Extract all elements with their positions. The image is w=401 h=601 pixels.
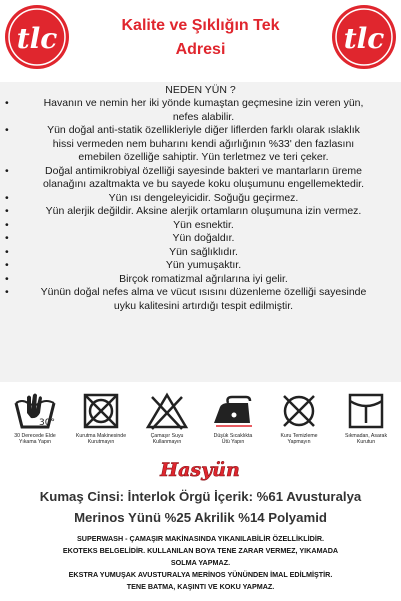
- care-label: Kurutma Makinesinde Kurutmayın: [75, 433, 127, 445]
- benefit-item: [0, 219, 401, 233]
- benefit-text: Yünün doğal nefes alma ve vücut ısısını düzenleme özelliği sayesinde: [40, 286, 367, 298]
- bullet-icon: •: [5, 259, 9, 271]
- bullet-icon: •: [5, 272, 9, 285]
- care-item-low-iron: [200, 391, 266, 445]
- benefit-item: [0, 124, 401, 165]
- brand-logo-text: tlc: [16, 22, 58, 55]
- bullet-icon: •: [5, 205, 9, 217]
- fabric-line-2: Merinos Yünü %25 Akrilik %14 Polyamid: [74, 510, 327, 525]
- hang-dry-icon: [346, 391, 386, 431]
- benefit-text: Yün yumuşaktır.: [165, 259, 242, 271]
- care-label: Düşük Sıcaklıkta Ütü Yapın: [213, 433, 253, 445]
- note-line: SUPERWASH - ÇAMAŞIR MAKİNASINDA YIKANILABİLİR ÖZELLİKLİDİR.: [76, 534, 325, 543]
- brand-name: Hasyün: [160, 459, 240, 481]
- no-bleach-icon: [144, 391, 190, 431]
- bullet-icon: •: [5, 124, 9, 136]
- care-label: Çamaşır Suyu Kullanmayın: [150, 433, 184, 445]
- benefit-text: Yün doğaldır.: [172, 232, 235, 244]
- bullet-icon: •: [5, 164, 9, 177]
- care-item-hand-wash: [2, 391, 68, 445]
- benefit-item: [0, 259, 401, 273]
- note-line: TENE BATMA, KAŞINTI VE KOKU YAPMAZ.: [126, 582, 275, 591]
- wool-benefits-panel: [0, 82, 401, 382]
- bullet-icon: •: [5, 191, 9, 204]
- hand-wash-30-icon: [13, 391, 57, 431]
- note-line: EKOTEKS BELGELİDİR. KULLANILAN BOYA TENE ZARAR VERMEZ, YIKAMADA: [62, 546, 339, 555]
- benefit-text: Havanın ve nemin her iki yönde kumaştan geçmesine izin veren yün,: [43, 97, 364, 109]
- benefit-text: Yün alerjik değildir. Aksine alerjik ortamların oluşumuna izin vermez.: [45, 205, 362, 217]
- care-label: Kuru Temizleme Yapmayın: [280, 433, 318, 445]
- care-item-no-tumble-dry: [68, 391, 134, 445]
- benefit-text: Yün sağlıklıdır.: [169, 245, 238, 258]
- benefit-item: [0, 246, 401, 260]
- slogan-line-2: Adresi: [175, 41, 226, 58]
- bullet-icon: •: [5, 245, 9, 258]
- care-label: 30 Derecede Elde Yıkama Yapın: [14, 433, 56, 445]
- benefit-item: [0, 192, 401, 206]
- benefit-list: [0, 97, 401, 313]
- benefit-text: Birçok romatizmal ağrılarına iyi gelir.: [119, 272, 288, 285]
- header: [0, 0, 401, 82]
- benefit-text: hissi vermeden nem buharını kendi ağırlığının %33' den fazlasını: [52, 137, 355, 150]
- benefit-item: [0, 232, 401, 246]
- benefit-text: Yün ısı dengeleyicidir. Soğuğu geçirmez.: [108, 191, 299, 204]
- note-line: SOLMA YAPMAZ.: [170, 558, 231, 567]
- benefit-item: [0, 286, 401, 313]
- no-tumble-dry-icon: [81, 391, 121, 431]
- slogan: [78, 14, 323, 62]
- brand-logo-text: tlc: [343, 22, 385, 55]
- benefit-text: Yün esnektir.: [173, 218, 234, 231]
- benefit-item: [0, 97, 401, 124]
- benefit-item: [0, 205, 401, 219]
- bullet-icon: •: [5, 97, 9, 109]
- fabric-content: [0, 486, 401, 528]
- note-line: EKSTRA YUMUŞAK AVUSTURALYA MERİNOS YÜNÜNDEN İMAL EDİLMİŞTİR.: [68, 570, 333, 579]
- care-label: Sıkmadan, Asarak Kurutun: [344, 433, 388, 445]
- slogan-line-1: Kalite ve Şıklığın Tek: [121, 17, 280, 34]
- panel-title: NEDEN YÜN ?: [165, 84, 236, 96]
- care-item-no-dry-clean: [266, 391, 332, 445]
- benefit-text: Yün doğal anti-statik özellikleriyle diğer liflerden farklı olarak ıslaklık: [47, 124, 360, 136]
- benefit-text: uyku kalitesini artırdığı tespit edilmiştir.: [113, 299, 294, 312]
- benefit-text: nefes alabilir.: [172, 110, 235, 123]
- brand-logo-right: [331, 4, 397, 70]
- product-notes: [0, 533, 401, 593]
- benefit-text: Doğal antimikrobiyal özelliği sayesinde bakteri ve mantarların üreme: [45, 164, 362, 177]
- hasyun-brand-logo: [150, 457, 250, 481]
- benefit-text: olanağını azaltmakta ve bu sayede koku oluşumunu engellemektedir.: [42, 178, 365, 190]
- wash-temperature: 30°: [39, 418, 55, 428]
- bullet-icon: •: [5, 232, 9, 244]
- care-symbols: [0, 383, 401, 453]
- bullet-icon: •: [5, 218, 9, 231]
- fabric-line-1: Kumaş Cinsi: İnterlok Örgü İçerik: %61 Avusturalya: [39, 489, 362, 504]
- low-iron-icon: [210, 391, 256, 431]
- no-dry-clean-icon: [279, 391, 319, 431]
- benefit-item: [0, 165, 401, 192]
- bullet-icon: •: [5, 286, 9, 298]
- benefit-item: [0, 273, 401, 287]
- care-item-hang-dry: [333, 391, 399, 445]
- care-item-no-bleach: [134, 391, 200, 445]
- brand-logo-left: [4, 4, 70, 70]
- benefit-text: emebilen özelliğe sahiptir. Yün terletmez ve teri çeker.: [78, 151, 329, 163]
